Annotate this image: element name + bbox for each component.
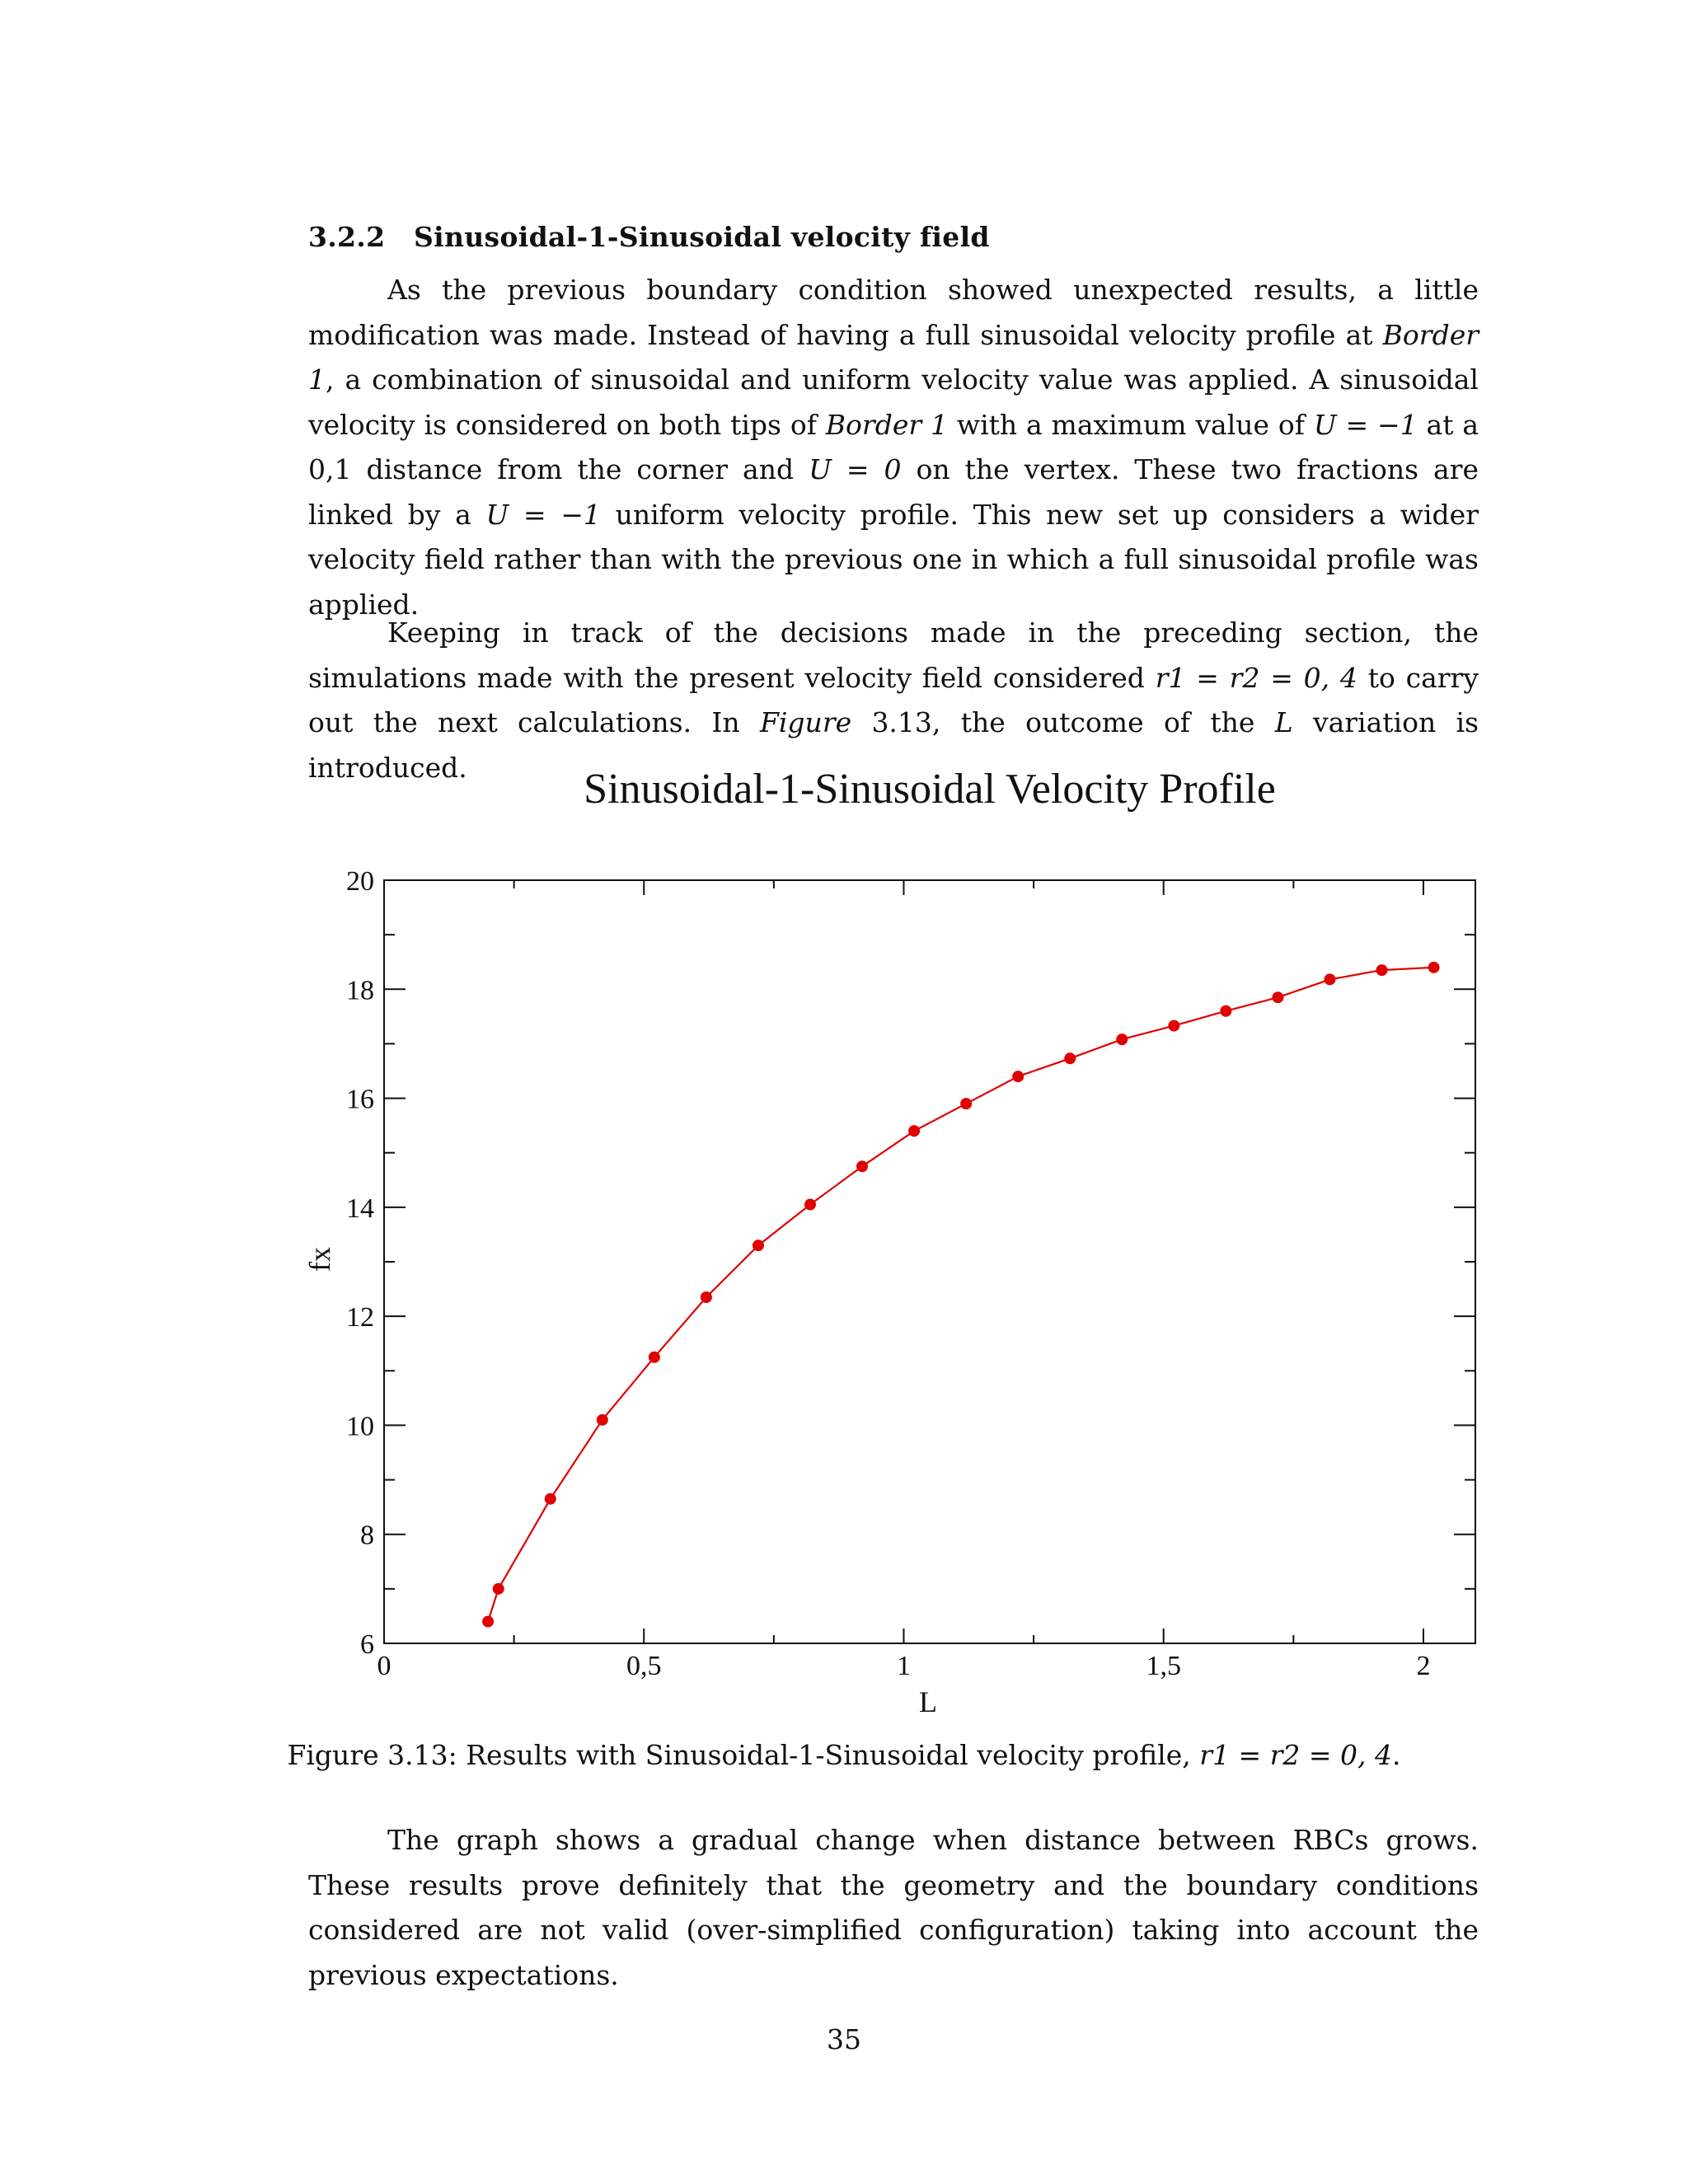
p1-equation-1: U = −1 <box>1313 408 1418 441</box>
data-point <box>1168 1020 1179 1032</box>
p3-text: The graph shows a gradual change when distance between RBCs grows. These results prove definitely that the geometry and the boundary conditions considered are not valid (over-simplified configuration) taking into account the previous expectations. <box>308 1824 1479 1991</box>
figure-chart <box>0 742 1688 1731</box>
data-point <box>1116 1033 1128 1045</box>
y-axis-label: fx <box>303 1247 336 1272</box>
x-axis-label: L <box>919 1685 937 1718</box>
data-point <box>597 1414 608 1426</box>
y-tick-label: 14 <box>346 1193 374 1224</box>
data-point <box>960 1098 972 1109</box>
data-point <box>545 1493 556 1505</box>
data-point <box>1012 1071 1024 1082</box>
y-tick-label: 10 <box>346 1411 374 1442</box>
figure-caption <box>0 1739 1688 1771</box>
line-chart <box>0 742 1688 1731</box>
y-tick-label: 20 <box>346 866 374 897</box>
caption-equation: r1 = r2 = 0, 4 <box>1199 1739 1392 1771</box>
data-point <box>1220 1005 1231 1017</box>
data-point <box>908 1125 920 1137</box>
p1-equation-2: U = 0 <box>809 453 902 485</box>
x-tick-label: 1,5 <box>1146 1651 1181 1681</box>
p1-text-1: As the previous boundary condition showed unexpected results, a little modification was made. Instead of having a full sinusoidal velocity profile at <box>308 274 1479 351</box>
p1-text-6: uniform velocity profile. This new set up considers a wider velocity field rather than with the previous one in which a full sinusoidal profile was applied. <box>308 498 1479 621</box>
paragraph-3 <box>308 1818 1479 1998</box>
data-point <box>493 1583 504 1595</box>
p1-equation-3: U = −1 <box>485 498 601 531</box>
x-tick-label: 0,5 <box>626 1651 662 1681</box>
data-point <box>1428 962 1440 973</box>
p1-border-1: Border 1 <box>308 318 1479 396</box>
y-tick-label: 6 <box>360 1629 374 1660</box>
page-number: 35 <box>827 2023 861 2055</box>
data-point <box>856 1160 868 1172</box>
data-point <box>649 1352 660 1363</box>
y-tick-label: 16 <box>346 1084 374 1115</box>
p2-text-1: Keeping in track of the decisions made in the preceding section, the simulations made with the present velocity field considered <box>308 616 1479 694</box>
data-point <box>753 1240 764 1251</box>
paragraph-1 <box>308 268 1479 627</box>
p1-border-2: Border 1 <box>825 408 948 441</box>
chart-title: Sinusoidal-1-Sinusoidal Velocity Profile <box>584 766 1276 813</box>
p1-text-3: with a maximum value of <box>947 408 1314 441</box>
y-tick-label: 12 <box>346 1302 374 1333</box>
p2-text-4: variation is introduced. <box>308 706 1479 784</box>
p1-text-4: at a 0,1 distance from the corner and <box>308 408 1479 485</box>
x-tick-label: 2 <box>1416 1651 1431 1681</box>
data-point <box>804 1199 816 1211</box>
p2-equation: r1 = r2 = 0, 4 <box>1155 661 1357 694</box>
x-tick-label: 0 <box>377 1651 392 1681</box>
data-point <box>1064 1052 1076 1064</box>
data-point <box>482 1616 494 1628</box>
section-heading <box>308 221 990 253</box>
p2-figure-word: Figure <box>759 706 852 738</box>
data-point <box>1272 991 1283 1003</box>
p1-text-2: , a combination of sinusoidal and uniform velocity value was applied. A sinusoidal velocity is considered on both tips of <box>308 363 1479 441</box>
section-title: Sinusoidal-1-Sinusoidal velocity field <box>414 221 990 253</box>
series-line <box>488 968 1434 1622</box>
data-point <box>1324 973 1335 985</box>
section-number: 3.2.2 <box>308 221 386 253</box>
x-tick-label: 1 <box>896 1651 911 1681</box>
p2-l-variable: L <box>1274 706 1293 738</box>
y-tick-label: 8 <box>360 1520 374 1551</box>
p2-text-3: 3.13, the outcome of the <box>851 706 1275 738</box>
y-tick-label: 18 <box>346 975 374 1006</box>
caption-text-1: Figure 3.13: Results with Sinusoidal-1-Sinusoidal velocity profile, <box>287 1739 1200 1771</box>
caption-text-2: . <box>1392 1739 1401 1771</box>
data-point <box>1376 964 1388 976</box>
plot-frame <box>384 880 1475 1643</box>
p1-text-5: on the vertex. These two fractions are linked by a <box>308 453 1479 531</box>
p2-text-2: to carry out the next calculations. In <box>308 661 1479 738</box>
data-point <box>701 1291 712 1303</box>
